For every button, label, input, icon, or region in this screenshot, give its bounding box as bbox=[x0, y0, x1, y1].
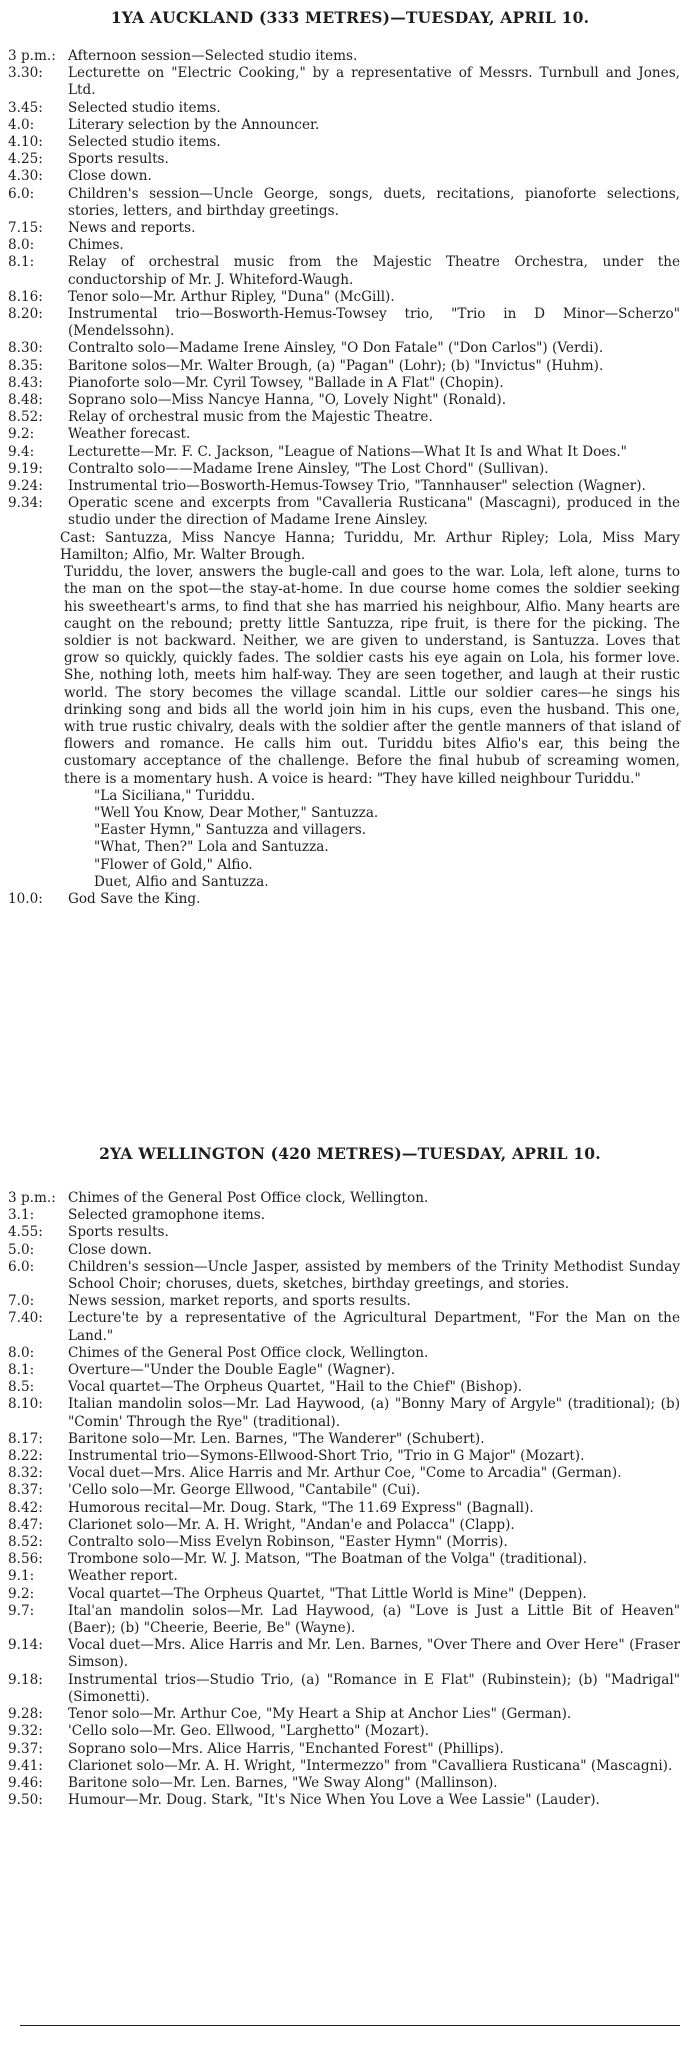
item-time: 4.25: bbox=[8, 151, 43, 168]
item-time: 9.50: bbox=[8, 1792, 43, 1809]
programme-item bbox=[8, 340, 680, 357]
item-time: 6.0: bbox=[8, 1258, 35, 1275]
item-time: 8.1: bbox=[8, 254, 35, 271]
programme-item bbox=[8, 48, 680, 65]
programme-item bbox=[8, 1465, 680, 1482]
item-time: 9.1: bbox=[8, 1568, 35, 1585]
programme-item bbox=[8, 1224, 680, 1241]
item-text: Chimes of the General Post Office clock, Wellington. bbox=[68, 1190, 429, 1206]
item-time: 10.0: bbox=[8, 890, 43, 907]
item-time: 8.35: bbox=[8, 357, 43, 374]
item-time: 3.1: bbox=[8, 1207, 35, 1224]
item-text: Children's session—Uncle George, songs, duets, recitations, pianoforte selections, stories, letters, and birthday greetings. bbox=[68, 185, 680, 219]
programme-item bbox=[8, 1586, 680, 1603]
programme-item bbox=[8, 254, 680, 288]
opera-synopsis: Turiddu, the lover, answers the bugle-call and goes to the war. Lola, left alone, turns to the man on the spot—the stay-at-home. In due course home comes the soldier seeking his sweetheart's arms, to find that she has married his neighbour, Alfio. Many hearts are caught on the rebound; pretty little Santuzza, ripe fruit, is there for the picking. The soldier is not backward. Neither, we are given to understand, is Santuzza. Loves that grow so quickly, quickly fades. The soldier casts his eye again on Lola, his former love. She, nothing loth, meets him half-way. They are seen together, and laugh at their rustic world. The story becomes the village scandal. Little our soldier cares—he sings his drinking song and bids all the world join him in his cups, even the husband. This one, with true rustic chivalry, deals with the soldier after the gentle manners of that island of flowers and romance. He calls him out. Turiddu bites Alfio's ear, this being the customary acceptance of the challenge. Before the final hubub of screaming women, there is a momentary hush. A voice is heard: "They have killed neighbour Turiddu." bbox=[64, 564, 680, 787]
programme-item bbox=[8, 1792, 680, 1809]
item-text: Soprano solo—Miss Nancye Hanna, "O, Lovely Night" (Ronald). bbox=[68, 392, 507, 409]
item-time: 8.22: bbox=[8, 1448, 43, 1465]
item-time: 9.28: bbox=[8, 1706, 43, 1723]
item-time: 8.5: bbox=[8, 1379, 35, 1396]
item-time: 9.2: bbox=[8, 426, 35, 443]
item-text: Overture—"Under the Double Eagle" (Wagner). bbox=[68, 1362, 396, 1379]
programme-items bbox=[8, 48, 680, 530]
item-text: Vocal quartet—The Orpheus Quartet, "That Little World is Mine" (Deppen). bbox=[68, 1585, 587, 1602]
item-text: Weather forecast. bbox=[68, 426, 191, 443]
item-time: 9.4: bbox=[8, 443, 35, 460]
item-text: Chimes. bbox=[68, 237, 124, 254]
item-time: 8.30: bbox=[8, 340, 43, 357]
item-time: 9.32: bbox=[8, 1723, 43, 1740]
item-time: 8.37: bbox=[8, 1482, 43, 1499]
item-text: Humorous recital—Mr. Doug. Stark, "The 11.69 Express" (Bagnall). bbox=[68, 1499, 534, 1516]
item-time: 8.16: bbox=[8, 288, 43, 305]
item-time: 9.19: bbox=[8, 460, 43, 477]
programme-item bbox=[8, 426, 680, 443]
item-text: Clarionet solo—Mr. A. H. Wright, "Intermezzo" from "Cavalliera Rusticana" (Mascagni). bbox=[68, 1757, 673, 1774]
programme-item bbox=[8, 461, 680, 478]
programme-list-auckland bbox=[8, 48, 680, 908]
programme-items bbox=[8, 1190, 680, 1809]
programme-item bbox=[8, 1396, 680, 1430]
item-text: Clarionet solo—Mr. A. H. Wright, "Andan'e and Polacca" (Clapp). bbox=[68, 1516, 515, 1533]
programme-item bbox=[8, 1741, 680, 1758]
programme-item bbox=[8, 1259, 680, 1293]
programme-item bbox=[8, 1482, 680, 1499]
item-time: 9.34: bbox=[8, 495, 43, 512]
item-text: 'Cello solo—Mr. George Ellwood, "Cantabile" (Cui). bbox=[68, 1482, 421, 1499]
programme-item bbox=[8, 1723, 680, 1740]
programme-item bbox=[8, 1637, 680, 1671]
programme-item bbox=[8, 1603, 680, 1637]
item-time: 4.55: bbox=[8, 1224, 43, 1241]
item-time: 8.32: bbox=[8, 1465, 43, 1482]
cast-list: Cast: Santuzza, Miss Nancye Hanna; Turiddu, Mr. Arthur Ripley; Lola, Miss Mary Hamilton; Alfio, Mr. Walter Brough. bbox=[60, 529, 680, 563]
programme-item bbox=[8, 1551, 680, 1568]
item-text: Lecturette on "Electric Cooking," by a representative of Messrs. Turnbull and Jones, Ltd. bbox=[68, 65, 680, 99]
item-time: 8.0: bbox=[8, 237, 35, 254]
programme-item bbox=[8, 151, 680, 168]
item-text: Sports results. bbox=[68, 151, 169, 168]
programme-item bbox=[8, 220, 680, 237]
item-text: Baritone solo—Mr. Len. Barnes, "The Wanderer" (Schubert). bbox=[68, 1430, 485, 1447]
item-time: 3 p.m.: bbox=[8, 48, 56, 64]
item-text: Humour—Mr. Doug. Stark, "It's Nice When You Love a Wee Lassie" (Lauder). bbox=[68, 1792, 600, 1809]
item-text: Pianoforte solo—Mr. Cyril Towsey, "Ballade in A Flat" (Chopin). bbox=[68, 374, 504, 391]
item-text: Ital'an mandolin solos—Mr. Lad Haywood, (a) "Love is Just a Little Bit of Heaven" (Baer); (b) "Cheerie, Beerie, Be" (Wayne). bbox=[68, 1602, 680, 1637]
item-time: 9.41: bbox=[8, 1757, 43, 1774]
bottom-rule bbox=[20, 2025, 680, 2026]
item-time: 8.17: bbox=[8, 1430, 43, 1447]
programme-item bbox=[8, 117, 680, 134]
item-time: 7.40: bbox=[8, 1310, 43, 1327]
item-text: Chimes of the General Post Office clock, Wellington. bbox=[68, 1344, 429, 1361]
section-title-auckland: 1YA AUCKLAND (333 METRES)—TUESDAY, APRIL 10. bbox=[110, 8, 590, 27]
programme-item bbox=[8, 65, 680, 99]
programme-item bbox=[8, 306, 680, 340]
item-text: Selected gramophone items. bbox=[68, 1207, 266, 1224]
item-text: Operatic scene and excerpts from "Cavalleria Rusticana" (Mascagni), produced in the studio under the direction of Madame Irene Ainsley. bbox=[68, 495, 680, 529]
programme-item bbox=[8, 1242, 680, 1259]
item-time: 8.1: bbox=[8, 1362, 35, 1379]
item-text: News session, market reports, and sports results. bbox=[68, 1293, 411, 1310]
item-text: Instrumental trio—Symons-Ellwood-Short Trio, "Trio in G Major" (Mozart). bbox=[68, 1448, 585, 1465]
item-text: Lecturette—Mr. F. C. Jackson, "League of Nations—What It Is and What It Does." bbox=[68, 443, 627, 460]
item-time: 9.2: bbox=[8, 1585, 35, 1602]
item-text: 'Cello solo—Mr. Geo. Ellwood, "Larghetto" (Mozart). bbox=[68, 1723, 430, 1740]
item-time: 4.10: bbox=[8, 134, 43, 151]
item-text: Children's session—Uncle Jasper, assisted by members of the Trinity Methodist Sunday School Choir; choruses, duets, sketches, birthday greetings, and stories. bbox=[68, 1258, 680, 1293]
programme-item bbox=[8, 358, 680, 375]
item-time: 8.0: bbox=[8, 1344, 35, 1361]
aria-item: "What, Then?" Lola and Santuzza. bbox=[94, 839, 329, 856]
item-text: Italian mandolin solos—Mr. Lad Haywood, (a) "Bonny Mary of Argyle" (traditional); (b) "Comin' Through the Rye" (traditional). bbox=[68, 1396, 680, 1430]
item-text: Close down. bbox=[68, 1241, 152, 1258]
item-text: Relay of orchestral music from the Majestic Theatre. bbox=[68, 409, 433, 426]
item-text: Tenor solo—Mr. Arthur Ripley, "Duna" (McGill). bbox=[68, 288, 395, 305]
item-time: 8.52: bbox=[8, 1534, 43, 1551]
item-time: 3.45: bbox=[8, 99, 43, 116]
item-time: 8.52: bbox=[8, 409, 43, 426]
programme-item bbox=[8, 1775, 680, 1792]
programme-item bbox=[8, 1310, 680, 1344]
item-text: Weather report. bbox=[68, 1568, 178, 1585]
aria-item: "Well You Know, Dear Mother," Santuzza. bbox=[94, 804, 379, 821]
programme-item bbox=[8, 1534, 680, 1551]
item-time: 8.43: bbox=[8, 374, 43, 391]
programme-item bbox=[8, 1190, 680, 1207]
item-time: 8.48: bbox=[8, 392, 43, 409]
programme-item bbox=[8, 1362, 680, 1379]
programme-item bbox=[8, 1293, 680, 1310]
item-text: Tenor solo—Mr. Arthur Coe, "My Heart a Ship at Anchor Lies" (German). bbox=[68, 1706, 572, 1723]
item-time: 8.42: bbox=[8, 1499, 43, 1516]
section-title-wellington: 2YA WELLINGTON (420 METRES)—TUESDAY, APRIL 10. bbox=[99, 1144, 601, 1163]
programme-item bbox=[8, 495, 680, 529]
item-time: 6.0: bbox=[8, 185, 35, 202]
item-time: 9.24: bbox=[8, 478, 43, 495]
programme-item bbox=[8, 444, 680, 461]
item-time: 4.30: bbox=[8, 168, 43, 185]
item-text: Relay of orchestral music from the Majestic Theatre Orchestra, under the conductorship of Mr. J. Whiteford-Waugh. bbox=[68, 254, 680, 288]
aria-item: "Flower of Gold," Alfio. bbox=[94, 856, 253, 873]
programme-item-closing bbox=[8, 891, 680, 908]
programme-item bbox=[8, 1345, 680, 1362]
item-text: Close down. bbox=[68, 168, 152, 185]
programme-item bbox=[8, 1706, 680, 1723]
item-text: Contralto solo—Madame Irene Ainsley, "O Don Fatale" ("Don Carlos") (Verdi). bbox=[68, 340, 604, 357]
item-time: 9.18: bbox=[8, 1671, 43, 1688]
item-time: 5.0: bbox=[8, 1241, 35, 1258]
aria-list bbox=[94, 788, 680, 891]
item-time: 3.30: bbox=[8, 65, 43, 82]
item-text: Selected studio items. bbox=[68, 134, 221, 151]
item-time: 9.46: bbox=[8, 1774, 43, 1791]
item-time: 8.10: bbox=[8, 1396, 43, 1413]
programme-item bbox=[8, 1672, 680, 1706]
programme-item bbox=[8, 237, 680, 254]
programme-item bbox=[8, 1758, 680, 1775]
item-text: Contralto solo—Miss Evelyn Robinson, "Easter Hymn" (Morris). bbox=[68, 1534, 508, 1551]
programme-item bbox=[8, 375, 680, 392]
item-text: Baritone solos—Mr. Walter Brough, (a) "Pagan" (Lohr); (b) "Invictus" (Huhm). bbox=[68, 357, 604, 374]
item-text: Selected studio items. bbox=[68, 99, 221, 116]
item-time: 8.47: bbox=[8, 1516, 43, 1533]
item-time: 7.15: bbox=[8, 220, 43, 237]
programme-item bbox=[8, 100, 680, 117]
programme-item bbox=[8, 1448, 680, 1465]
programme-item bbox=[8, 478, 680, 495]
item-time: 9.7: bbox=[8, 1602, 35, 1619]
item-text: Vocal duet—Mrs. Alice Harris and Mr. Len. Barnes, "Over There and Over Here" (Fraser Simson). bbox=[68, 1637, 680, 1671]
item-text: Trombone solo—Mr. W. J. Matson, "The Boatman of the Volga" (traditional). bbox=[68, 1551, 587, 1568]
item-text: Afternoon session—Selected studio items. bbox=[68, 48, 358, 64]
item-text: Instrumental trio—Bosworth-Hemus-Towsey Trio, "Tannhauser" selection (Wagner). bbox=[68, 478, 646, 495]
item-time: 7.0: bbox=[8, 1293, 35, 1310]
programme-item bbox=[8, 1517, 680, 1534]
item-time: 9.14: bbox=[8, 1637, 43, 1654]
item-text: Sports results. bbox=[68, 1224, 169, 1241]
aria-item: "Easter Hymn," Santuzza and villagers. bbox=[94, 822, 367, 839]
programme-item bbox=[8, 1568, 680, 1585]
item-time: 8.20: bbox=[8, 306, 43, 323]
item-text: Literary selection by the Announcer. bbox=[68, 116, 320, 133]
programme-item bbox=[8, 186, 680, 220]
programme-item bbox=[8, 289, 680, 306]
item-text: Lecture'te by a representative of the Agricultural Department, "For the Man on the Land." bbox=[68, 1310, 680, 1344]
programme-list-wellington bbox=[8, 1190, 680, 1809]
aria-item: Duet, Alfio and Santuzza. bbox=[94, 873, 269, 890]
programme-item bbox=[8, 1207, 680, 1224]
programme-item bbox=[8, 1379, 680, 1396]
programme-item bbox=[8, 134, 680, 151]
item-text: Vocal duet—Mrs. Alice Harris and Mr. Arthur Coe, "Come to Arcadia" (German). bbox=[68, 1465, 622, 1482]
item-text: Contralto solo——Madame Irene Ainsley, "The Lost Chord" (Sullivan). bbox=[68, 460, 549, 477]
item-time: 4.0: bbox=[8, 116, 35, 133]
programme-item bbox=[8, 392, 680, 409]
item-text: News and reports. bbox=[68, 220, 196, 237]
programme-item bbox=[8, 168, 680, 185]
programme-item bbox=[8, 1431, 680, 1448]
item-text: Instrumental trio—Bosworth-Hemus-Towsey trio, "Trio in D Minor—Scherzo" (Mendelssohn). bbox=[68, 306, 680, 340]
item-time: 3 p.m.: bbox=[8, 1190, 56, 1206]
item-text: Vocal quartet—The Orpheus Quartet, "Hail to the Chief" (Bishop). bbox=[68, 1379, 523, 1396]
item-text: Instrumental trios—Studio Trio, (a) "Romance in E Flat" (Rubinstein); (b) "Madrigal" (Simonetti). bbox=[68, 1671, 680, 1705]
item-time: 8.56: bbox=[8, 1551, 43, 1568]
programme-item bbox=[8, 1500, 680, 1517]
programme-item bbox=[8, 409, 680, 426]
item-text: God Save the King. bbox=[68, 890, 201, 907]
item-text: Baritone solo—Mr. Len. Barnes, "We Sway Along" (Mallinson). bbox=[68, 1774, 498, 1791]
item-text: Soprano solo—Mrs. Alice Harris, "Enchanted Forest" (Phillips). bbox=[68, 1740, 504, 1757]
aria-item: "La Siciliana," Turiddu. bbox=[94, 787, 256, 804]
item-time: 9.37: bbox=[8, 1740, 43, 1757]
